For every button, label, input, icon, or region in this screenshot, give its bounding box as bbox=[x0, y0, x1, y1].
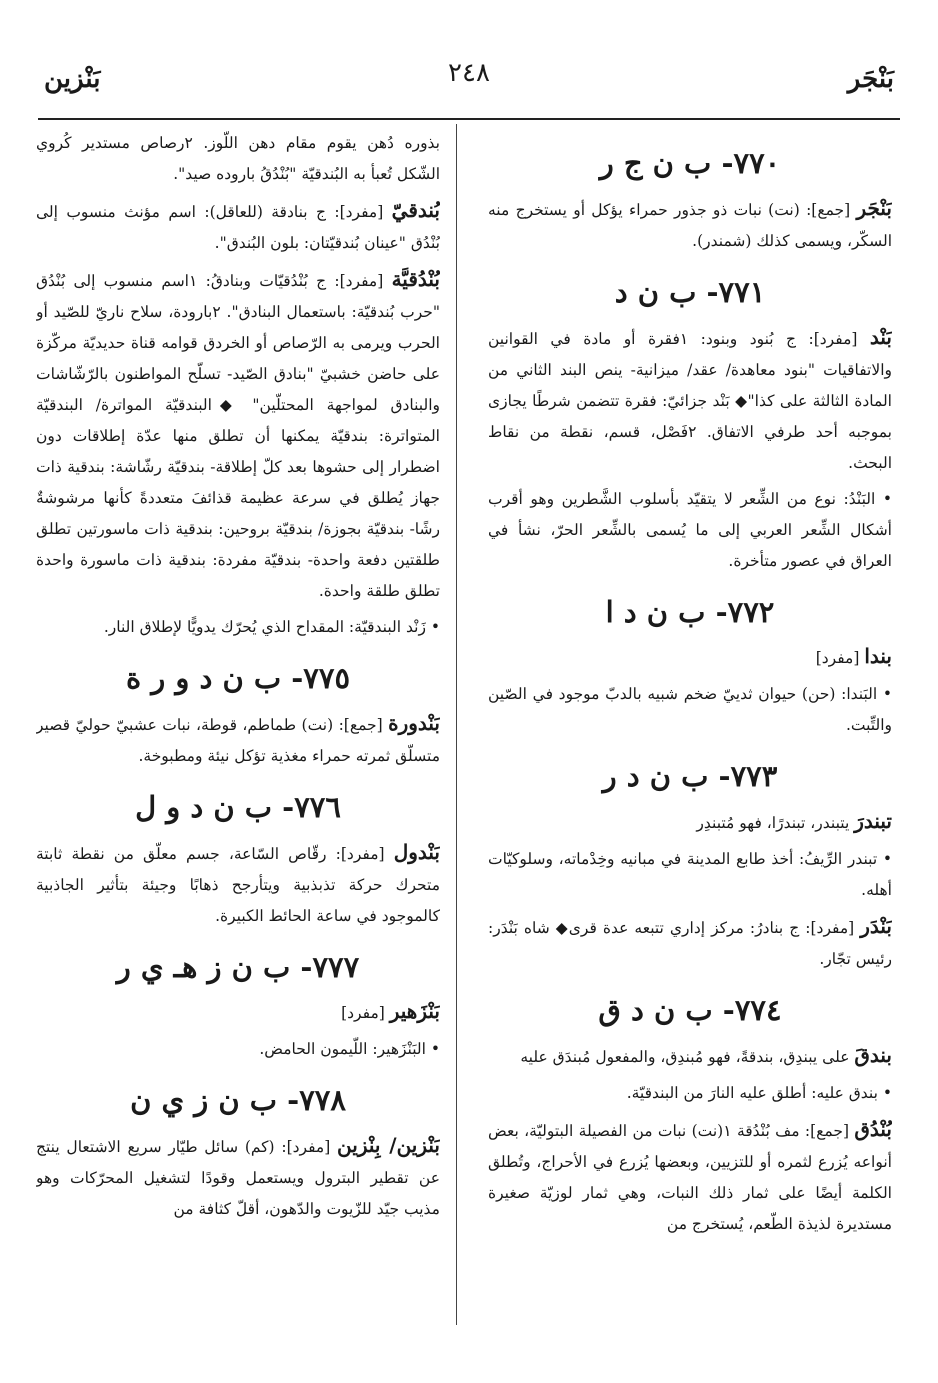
dictionary-entry bbox=[36, 612, 440, 643]
entry-headword: بُنْدُقيَّة bbox=[391, 267, 440, 291]
entry-text: على يبندِق، بندقةً، فهو مُبندِق، والمفعول مُبندَق عليه bbox=[520, 1047, 855, 1066]
header-rule bbox=[38, 118, 900, 120]
section-heading: ٧٧٢- ب ن د ا bbox=[605, 594, 775, 629]
section-heading: ٧٧٦- ب ن د و ل bbox=[135, 789, 341, 824]
entry-text: • البَنْدُ: نوع من الشِّعر لا يتقيّد بأسلوب الشَّطرين وهو أقرب أشكال الشِّعر العربي إلى ما يُسمى بالشِّعر الحرّ، نشأ في العراق في عصور متأخرة. bbox=[488, 489, 892, 570]
dictionary-entry bbox=[488, 641, 892, 674]
section-heading: ٧٧٥- ب ن د و ر ة bbox=[125, 661, 351, 695]
entry-headword: بَنْدَر bbox=[860, 914, 892, 939]
dictionary-entry bbox=[488, 911, 892, 975]
entry-headword: بندقَ bbox=[854, 1042, 892, 1067]
entry-text: • تبندر الرِّيفُ: أخذ طابع المدينة في مبانيه وخِدْماته، وسلوكيّات أهله. bbox=[488, 850, 892, 900]
dictionary-entry bbox=[36, 195, 440, 259]
entry-text: • زَنْد البندقيّة: المقداح الذي يُحرّك يدويًّا لإطلاق النار. bbox=[103, 618, 440, 636]
dictionary-entry bbox=[488, 1114, 892, 1240]
header-right-headword: بَنْجَر bbox=[847, 64, 894, 94]
section-heading: ٧٧٣- ب ن د ر bbox=[602, 759, 778, 794]
dictionary-entry bbox=[488, 484, 892, 577]
entry-text: [مفرد] bbox=[341, 1004, 390, 1023]
right-column bbox=[488, 128, 892, 1343]
header-left-headword: بَنْزين bbox=[44, 64, 101, 94]
entry-text: [جمع]: مف بُنْدُقة ١(نت) نبات من الفصيلة البتوليّة، بعض أنواعه يُزرع لثمره أو للتزيين، وبعضها يُزرع في الأحراج، وتُطلق الكلمة أيضًا على ثمار ذلك النبات، وهي ثمار لوزيّة صغيرة مستديرة لذيذة الطّعم، يُستخرج من bbox=[488, 1121, 892, 1233]
entry-headword: بَنْدورة bbox=[388, 710, 440, 735]
page-number: ٢٤٨ bbox=[448, 58, 490, 88]
entry-text: يتبندر، تبندرًا، فهو مُتبندِر bbox=[696, 814, 855, 833]
entry-text: [مفرد]: ج بُنود وبنود: ١فقرة أو مادة في القوانين والاتفاقيات "بنود معاهدة/ عقد/ ميزانية- ينص البند الثاني من المادة الثالثة على كذا"◆ بَنْد جزائيّ: فقرة تتضمن شرطًا يجازى بموجبه أحد طرفي الاتفاق. ٢فَصْل، قسم، نقطة من نقاط البحث. bbox=[488, 329, 892, 472]
entry-text: [مفرد] bbox=[815, 649, 865, 668]
entry-headword: بُنْدُق bbox=[854, 1116, 892, 1141]
entry-headword: بَنْد bbox=[869, 324, 892, 349]
dictionary-entry bbox=[36, 264, 440, 607]
section-heading: ٧٧٧- ب ن ز هـ ي ر bbox=[116, 949, 360, 984]
dictionary-entry bbox=[36, 708, 440, 772]
dictionary-entry bbox=[488, 844, 892, 906]
entry-text: [جمع]: (نت) طماطم، قوطة، نبات عشبيّ حوليّ قصير متسلّق ثمرته حمراء مغذية تؤكل نيئة ومطبوخة. bbox=[36, 715, 440, 765]
entry-text: [مفرد]: ج بنادقة (للعاقل): اسم مؤنث منسوب إلى بُنْدُق "عينان بُندقيّتان: بلون البُندق". bbox=[36, 203, 440, 252]
entry-text: [جمع]: (نت) نبات ذو جذور حمراء يؤكل أو يستخرج منه السكّر، ويسمى كذلك (شمندر). bbox=[488, 200, 892, 250]
left-column bbox=[36, 128, 440, 1343]
entry-headword: بَنْزين/ بِنْزين bbox=[337, 1133, 440, 1158]
dictionary-entry bbox=[36, 837, 440, 932]
section-heading: ٧٧١- ب ن د bbox=[614, 274, 766, 309]
entry-text: [مفرد]: ج بنادرُ: مركز إداري تتبعه عدة قرى◆ شاه بَنْدَر: رئيس تجّار. bbox=[488, 919, 892, 969]
entry-text: • البَنْزَهير: اللّيمون الحامض. bbox=[259, 1040, 440, 1059]
section-heading: ٧٧٤- ب ن د ق bbox=[598, 993, 782, 1028]
dictionary-entry bbox=[488, 1078, 892, 1109]
section-heading: ٧٧٠- ب ن ج ر bbox=[599, 146, 781, 180]
entry-text: بذوره دُهن يقوم مقام دهن اللّوز. ٢رصاص مستدير كُروي الشّكل تُعبأ به البُندقيّة "بُنْدُقُ باروده صيد". bbox=[36, 134, 440, 183]
entry-text: [مفرد]: (كم) سائل طيّار سريع الاشتعال ينتج عن تقطير البترول ويستعمل وقودًا لتشغيل المحرّكات وهو مذيب جيّد للزّيوت والدّهون، أقلّ كثافة من bbox=[36, 1138, 440, 1219]
dictionary-entry bbox=[36, 128, 440, 190]
section-heading: ٧٧٨- ب ن ز ي ن bbox=[130, 1083, 346, 1118]
dictionary-entry bbox=[488, 1040, 892, 1073]
column-divider bbox=[456, 124, 457, 1325]
dictionary-entry bbox=[36, 1130, 440, 1225]
dictionary-entry bbox=[36, 1034, 440, 1065]
entry-text: • بندق عليه: أطلق عليه النارَ من البندقيّة. bbox=[626, 1083, 892, 1102]
entry-headword: بندا bbox=[864, 644, 892, 669]
dictionary-entry bbox=[488, 679, 892, 741]
entry-headword: تبندرَ bbox=[854, 809, 892, 834]
entry-headword: بَنْدول bbox=[393, 839, 440, 864]
entry-headword: بَنْجَر bbox=[856, 195, 892, 220]
dictionary-entry bbox=[488, 806, 892, 839]
entry-text: • البَندا: (حن) حيوان ثدييّ ضخم شبيه بالدبّ موجود في الصّين والتِّبت. bbox=[488, 685, 892, 735]
entry-headword: بُندقيّ bbox=[391, 198, 440, 222]
entry-headword: بَنْزَهير bbox=[389, 999, 440, 1024]
entry-text: [مفرد]: ج بُنْدُقيّات وبنادقُ: ١اسم منسوب إلى بُنْدُق "حرب بُندقيّة: باستعمال البنادق". ٢بارودة، سلاح ناريّ للصّيد أو الحرب ويرمى به الرّصاص أو الخردق قوامه قناة حديديّة مركّزة على حاضن خشبيّ "بنادق الصّيد- تسلّح المواطنون بالرّشّاشات والبنادق لمواجهة المحتلّين" ◆البندقيّة المواترة/ البندقيّة المتواترة: بندقيّة يمكنها أن تطلق منها عدّة إطلاقات دون اضطرار إلى حشوها بعد كلّ إطلاقة- بندقيّة رشّاشة: بندقية ذات جهاز يُطلق في سرعة عظيمة قذائفَ متعددةً كأنها مرشوشةٌ رشًا- بندقيّة بجوزة/ بندقيّة بروحين: بندقية ذات ماسورتين تطلق طلقتين دفعة واحدة- بندقيّة مفردة: بندقية ذات ماسورة واحدة تطلق طلقة واحدة. bbox=[36, 272, 440, 600]
dictionary-entry bbox=[36, 996, 440, 1029]
page-header bbox=[38, 58, 900, 114]
entry-text: [مفرد]: رقّاص السّاعة، جسم معلّق من نقطة ثابتة متحرك حركة تذبذبية ويتأرجح ذهابًا وجيئة بتأثير الجاذبية كالموجود في ساعة الحائط الكبيرة. bbox=[36, 844, 440, 925]
dictionary-entry bbox=[488, 322, 892, 479]
dictionary-entry bbox=[488, 193, 892, 257]
